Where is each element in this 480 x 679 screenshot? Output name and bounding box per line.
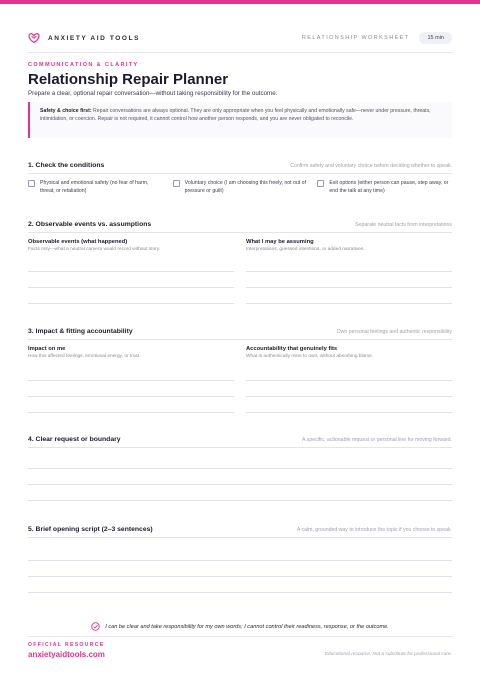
section-3-hint: Own personal feelings and authentic responsibility bbox=[336, 329, 452, 335]
kicker: COMMUNICATION & CLARITY bbox=[28, 62, 139, 68]
top-accent-bar bbox=[0, 0, 480, 4]
impact-label: Impact on me bbox=[28, 346, 66, 352]
writing-line[interactable] bbox=[28, 560, 452, 561]
writing-line[interactable] bbox=[28, 303, 234, 304]
writing-line[interactable] bbox=[28, 396, 234, 397]
section-2-title: 2. Observable events vs. assumptions bbox=[28, 221, 152, 228]
safety-text: Repair conversations are always optional. They are only appropriate when you feel physically and emotionally safe—never under pressure, threats, intimidation, or coercion. Repair is not required, it cannot control how another person responds, and you are never obligated to reconcile. bbox=[40, 108, 431, 123]
section-4-hint: A specific, actionable request or personal line for moving forward. bbox=[302, 437, 452, 443]
impact-sub: How this affected feelings, emotional energy, or trust. bbox=[28, 354, 141, 359]
writing-line[interactable] bbox=[28, 576, 452, 577]
section-3-header bbox=[28, 328, 452, 340]
writing-line[interactable] bbox=[246, 396, 452, 397]
footer-statement bbox=[28, 622, 452, 631]
check-circle-icon bbox=[91, 622, 100, 631]
accountability-label: Accountability that genuinely fits bbox=[246, 346, 338, 352]
accountability-sub: What is authentically mine to own, without absorbing blame. bbox=[246, 354, 374, 359]
section-2-hint: Separate neutral facts from interpretations bbox=[355, 222, 452, 228]
site-link[interactable]: anxietyaidtools.com bbox=[28, 650, 105, 659]
writing-line[interactable] bbox=[246, 287, 452, 288]
section-5-title: 5. Brief opening script (2–3 sentences) bbox=[28, 526, 153, 533]
condition-label: Voluntary choice (I am choosing this freely, not out of pressure or guilt) bbox=[184, 180, 306, 194]
observable-events-column bbox=[28, 239, 234, 252]
assumptions-sub: Interpretations, guessed intentions, or added narratives. bbox=[246, 247, 365, 252]
condition-exit[interactable] bbox=[317, 179, 452, 195]
header bbox=[28, 28, 452, 48]
writing-line[interactable] bbox=[28, 592, 452, 593]
writing-line[interactable] bbox=[246, 303, 452, 304]
observable-events-sub: Facts only—what a neutral camera would record without story. bbox=[28, 247, 161, 252]
conditions-checklist bbox=[28, 179, 452, 195]
section-3-title: 3. Impact & fitting accountability bbox=[28, 328, 133, 335]
observable-events-label: Observable events (what happened) bbox=[28, 239, 128, 245]
disclaimer: Educational resource. Not a substitute for professional care. bbox=[324, 652, 452, 657]
writing-line[interactable] bbox=[246, 271, 452, 272]
condition-label: Exit options (either person can pause, step away, or end the talk at any time) bbox=[329, 180, 449, 194]
section-1-hint: Confirm safety and voluntary choice before deciding whether to speak. bbox=[290, 163, 452, 169]
worksheet-label: RELATIONSHIP WORKSHEET bbox=[301, 35, 410, 41]
footer-statement-text: I can be clear and take responsibility for my own words; I cannot control their readiness, response, or the outcome. bbox=[105, 623, 389, 630]
section-4-header bbox=[28, 436, 452, 448]
brand-name: ANXIETY AID TOOLS bbox=[48, 34, 141, 42]
checkbox[interactable] bbox=[317, 180, 324, 187]
duration-badge: 15 min bbox=[419, 32, 452, 44]
condition-label: Physical and emotional safety (no fear of harm, threat, or retaliation) bbox=[40, 180, 149, 194]
checkbox[interactable] bbox=[28, 180, 35, 187]
writing-line[interactable] bbox=[28, 287, 234, 288]
footer-divider bbox=[28, 636, 452, 637]
brand[interactable] bbox=[28, 32, 140, 44]
safety-callout bbox=[28, 102, 452, 138]
header-divider bbox=[28, 52, 452, 53]
safety-lead: Safety & choice first: bbox=[40, 108, 92, 114]
impact-column bbox=[28, 346, 234, 359]
writing-line[interactable] bbox=[246, 380, 452, 381]
checkbox[interactable] bbox=[173, 180, 180, 187]
page-title: Relationship Repair Planner bbox=[28, 71, 229, 88]
section-1-title: 1. Check the conditions bbox=[28, 162, 105, 169]
writing-line[interactable] bbox=[246, 412, 452, 413]
writing-line[interactable] bbox=[28, 468, 452, 469]
condition-voluntary[interactable] bbox=[173, 179, 308, 195]
section-5-hint: A calm, grounded way to introduce the topic if you choose to speak. bbox=[296, 527, 452, 533]
assumptions-column bbox=[246, 239, 452, 252]
page-subtitle: Prepare a clear, optional repair conversation—without taking responsibility for the outcome. bbox=[28, 90, 278, 97]
writing-line[interactable] bbox=[28, 271, 234, 272]
accountability-column bbox=[246, 346, 452, 359]
section-1-header bbox=[28, 162, 452, 174]
writing-line[interactable] bbox=[28, 500, 452, 501]
section-4-title: 4. Clear request or boundary bbox=[28, 436, 121, 443]
section-2-header bbox=[28, 221, 452, 233]
writing-line[interactable] bbox=[28, 380, 234, 381]
section-5-header bbox=[28, 526, 452, 538]
assumptions-label: What I may be assuming bbox=[246, 239, 314, 245]
writing-line[interactable] bbox=[28, 412, 234, 413]
brand-logo-icon bbox=[28, 32, 40, 44]
official-resource-label: OFFICIAL RESOURCE bbox=[28, 642, 105, 648]
condition-safety[interactable] bbox=[28, 179, 163, 195]
writing-line[interactable] bbox=[28, 484, 452, 485]
